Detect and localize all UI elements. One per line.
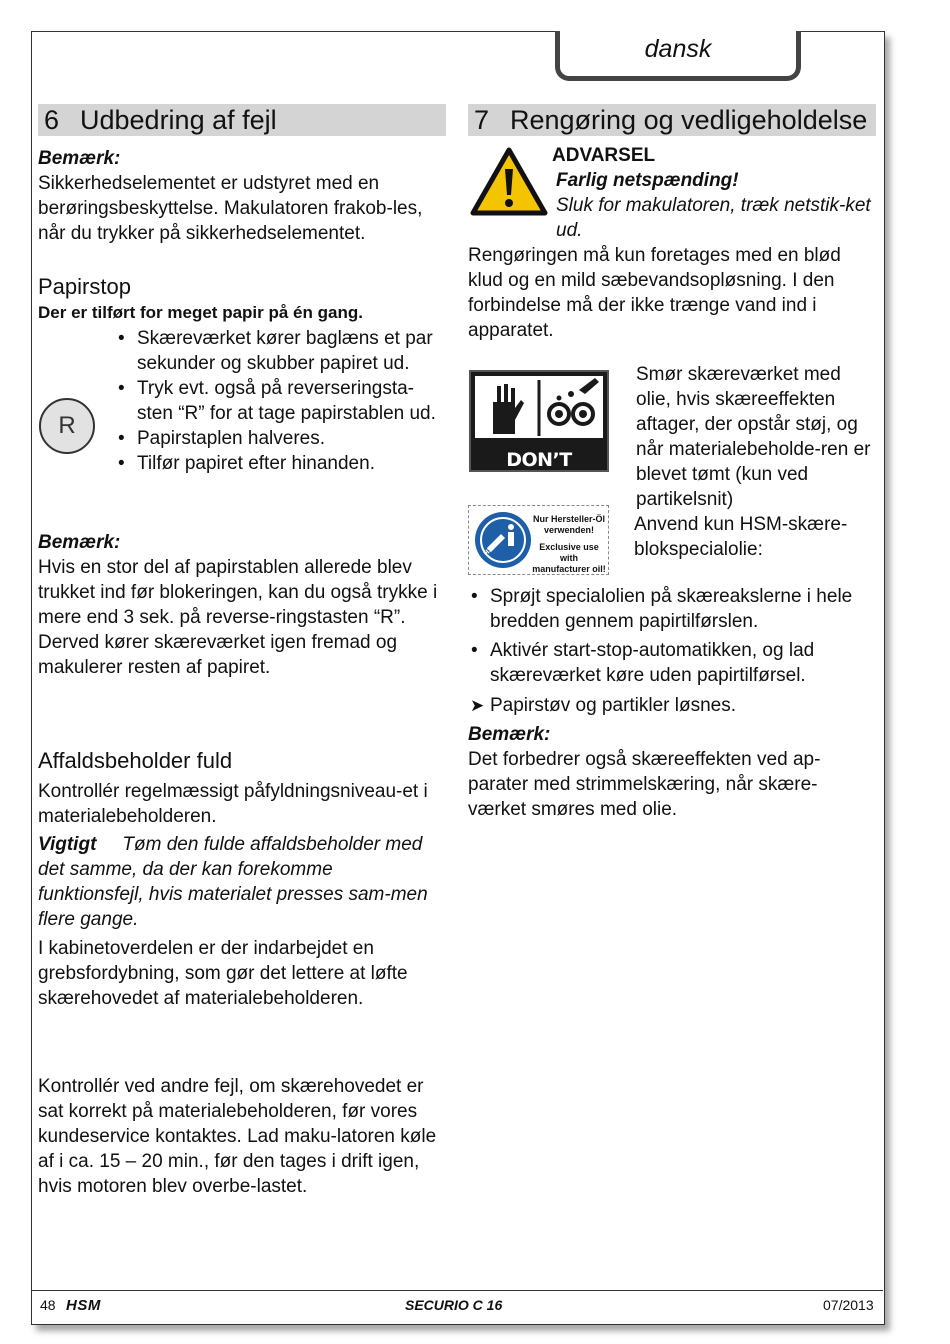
- section7-title: Rengøring og vedligeholdelse: [510, 105, 868, 135]
- dont-forget-sticker: [469, 370, 609, 497]
- important-label: Vigtigt: [38, 834, 97, 855]
- oil-sticker-brand: HSM: [482, 541, 499, 558]
- list-item: • Sprøjt specialolien på skæreakslerne i hele bredden gennem papirtilførslen.: [468, 584, 878, 634]
- list-item: • Skæreværket kører baglæns et par sekunder og skubber papiret ud.: [115, 326, 445, 376]
- model-name: SECURIO C 16: [405, 1297, 503, 1313]
- oil-sticker-line2: Exclusive use with manufacturer oil!: [532, 542, 606, 574]
- warning-text: Sluk for makulatoren, træk netstik-ket ud.: [556, 195, 871, 241]
- note-label: Bemærk:: [468, 724, 551, 745]
- footer-date: 07/2013: [823, 1297, 874, 1313]
- list-item: • Papirstaplen halveres.: [115, 426, 445, 451]
- important-block: [38, 832, 428, 932]
- list-item: • Tryk evt. også på reverseringsta-sten “R” for at tage papirstablen ud.: [115, 376, 445, 426]
- other-faults-text: Kontrollér ved andre fejl, om skærehovedet er sat korrekt på materialebeholderen, før vores kundeservice kontaktes. Lad maku-latoren køle af i ca. 15 – 20 min., før den tages i drift igen, hvis motoren blev overbe-lastet.: [38, 1076, 437, 1197]
- section6-title: Udbedring af fejl: [80, 105, 277, 135]
- section7-number: 7: [474, 105, 490, 135]
- section6-heading: [38, 104, 446, 136]
- list-item: • Aktivér start-stop-automatikken, og lad skæreværket køre uden papirtilførsel.: [468, 638, 878, 688]
- page-number: 48: [40, 1297, 56, 1313]
- paperstop-list: [115, 326, 445, 476]
- note2-text: Hvis en stor del af papirstablen allerede blev trukket ind før blokeringen, kan du også trykke i mere end 3 sek. på reverse-ringstasten “R”. Derved kører skæreværket igen fremad og makulerer resten af papiret.: [38, 557, 438, 678]
- bin-text: Kontrollér regelmæssigt påfyldningsniveau-et i materialebeholderen.: [38, 781, 428, 827]
- bin-heading: Affaldsbeholder fuld: [38, 748, 233, 773]
- brand-logo: HSM: [66, 1297, 101, 1314]
- oil-gears-icon: [471, 372, 607, 442]
- result-line: [470, 693, 870, 718]
- warning-label: ADVARSEL: [552, 145, 656, 166]
- warning-title: Farlig netspænding!: [556, 170, 739, 191]
- footer-divider: [31, 1290, 883, 1291]
- note-text: Det forbedrer også skæreeffekten ved ap-parater med strimmelskæring, når skære-værket smøres med olie.: [468, 749, 821, 820]
- arrow-right-icon: ➤: [470, 696, 485, 715]
- oil-sticker-line1: Nur Hersteller-Öl verwenden!: [532, 514, 606, 535]
- warning-triangle-icon: [470, 147, 548, 217]
- reverse-key-icon: R: [39, 398, 95, 454]
- lubricate-text: Smør skæreværket med olie, hvis skæreeffekten aftager, der opstår støj, og når materialebeholde-ren er blevet tømt (kun ved partikelsnit): [636, 364, 871, 510]
- list-item: • Tilfør papiret efter hinanden.: [115, 451, 445, 476]
- section7-heading: [468, 104, 876, 136]
- note1-text: Sikkerhedselementet er udstyret med en berøringsbeskyttelse. Makulatoren frakob-les, når du trykker på sikkerhedselementet.: [38, 173, 423, 244]
- maintenance-list: [468, 584, 878, 688]
- cabinet-text: I kabinetoverdelen er der indarbejdet en grebsfordybning, som gør det lettere at løfte skærehovedet af materialebeholderen.: [38, 938, 408, 1009]
- section6-number: 6: [44, 105, 60, 135]
- language-tab: dansk: [555, 31, 801, 81]
- note1-label: Bemærk:: [38, 148, 121, 169]
- use-oil-text: Anvend kun HSM-skære-blokspecialolie:: [634, 514, 848, 560]
- paperstop-subheading: Der er tilført for meget papir på én gang.: [38, 303, 363, 322]
- dont-forget-label: DON’T FORGET: [497, 449, 581, 497]
- oil-sticker: [468, 505, 609, 575]
- oil-info-icon: [473, 510, 533, 570]
- result-text: Papirstøv og partikler løsnes.: [490, 695, 737, 716]
- cleaning-text: Rengøringen må kun foretages med en blød klud og en mild sæbevandsopløsning. I den forbindelse må der ikke trænge vand ind i apparatet.: [468, 245, 841, 341]
- note2-label: Bemærk:: [38, 532, 121, 553]
- important-text: Tøm den fulde affaldsbeholder med det samme, da der kan forekomme funktionsfejl, hvis materialet presses sam-men flere gange.: [38, 834, 428, 930]
- paperstop-heading: Papirstop: [38, 274, 131, 299]
